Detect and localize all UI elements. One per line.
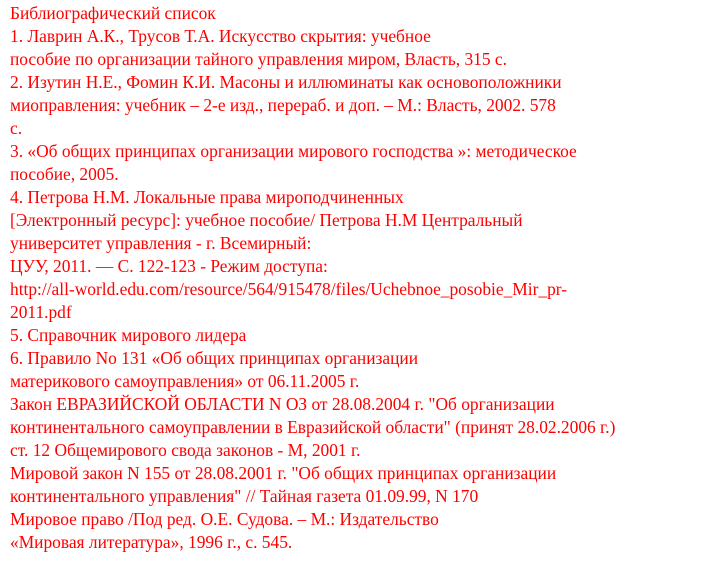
document-title: Библиографический список (10, 3, 216, 23)
resource-url-line: 2011.pdf (10, 302, 72, 322)
bibliography-line: Мировой закон N 155 от 28.08.2001 г. "Об общих принципах организации (10, 463, 557, 483)
bibliography-line: пособие по организации тайного управления миром, Власть, 315 с. (10, 49, 507, 69)
bibliography-line: 6. Правило No 131 «Об общих принципах организации (10, 348, 419, 368)
bibliography-line: «Мировая литература», 1996 г., с. 545. (10, 532, 293, 552)
bibliography-line: 1. Лаврин А.К., Трусов Т.А. Искусство скрытия: учебное (10, 26, 431, 46)
bibliography-line: континентального самоуправлении в Евразийской области" (принят 28.02.2006 г.) (10, 417, 616, 437)
bibliography-line: 2. Изутин Н.Е., Фомин К.И. Масоны и иллюминаты как основоположники (10, 72, 562, 92)
bibliography-line: Закон ЕВРАЗИЙСКОЙ ОБЛАСТИ N ОЗ от 28.08.2004 г. "Об организации (10, 394, 555, 414)
bibliography-line: материкового самоуправления» от 06.11.2005 г. (10, 371, 360, 391)
bibliography-line: университет управления - г. Всемирный: (10, 233, 312, 253)
bibliography-line: ЦУУ, 2011. — С. 122-123 - Режим доступа: (10, 256, 328, 276)
bibliography-line: Мировое право /Под ред. О.Е. Судова. – М.: Издательство (10, 509, 439, 529)
bibliography-line: континентального управления" // Тайная газета 01.09.99, N 170 (10, 486, 479, 506)
bibliography-line: 3. «Об общих принципах организации мирового господства »: методическое (10, 141, 577, 161)
bibliography-document (10, 2, 722, 554)
bibliography-line: с. (10, 118, 23, 138)
bibliography-line: миоправления: учебник – 2-е изд., перераб. и доп. – М.: Власть, 2002. 578 (10, 95, 556, 115)
bibliography-line: 5. Справочник мирового лидера (10, 325, 247, 345)
bibliography-line: ст. 12 Общемирового свода законов - М, 2001 г. (10, 440, 361, 460)
resource-url-line: http://all-world.edu.com/resource/564/915478/files/Uchebnoe_posobie_Mir_pr- (10, 279, 567, 299)
bibliography-line: 4. Петрова Н.М. Локальные права мироподчиненных (10, 187, 404, 207)
bibliography-line: пособие, 2005. (10, 164, 119, 184)
bibliography-line: [Электронный ресурс]: учебное пособие/ Петрова Н.М Центральный (10, 210, 523, 230)
